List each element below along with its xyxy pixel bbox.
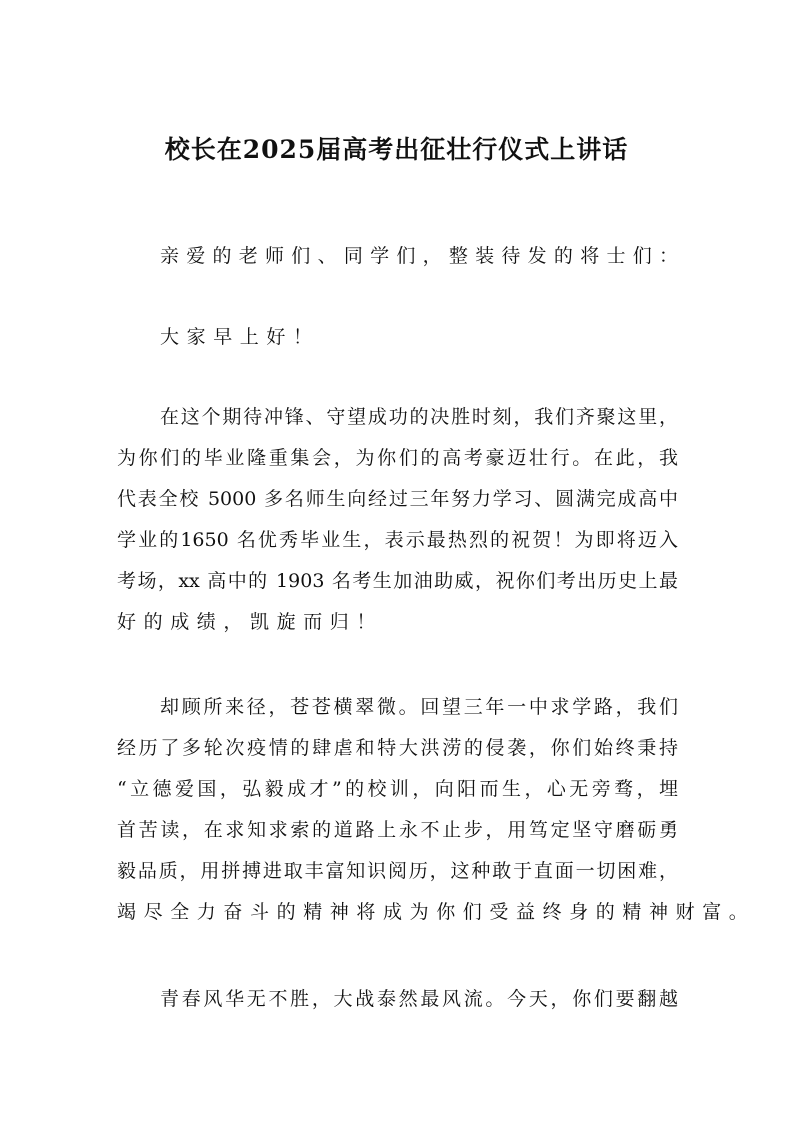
body-paragraph-2 bbox=[117, 687, 756, 933]
text-line: 竭尽全力奋斗的精神将成为你们受益终身的精神财富。 bbox=[117, 901, 756, 923]
document-title: 校长在2025届高考出征壮行仪式上讲话 bbox=[164, 135, 629, 164]
text-line: 在这个期待冲锋、守望成功的决胜时刻，我们齐聚这里， bbox=[160, 406, 678, 428]
salutation-paragraph bbox=[117, 236, 678, 277]
text-line: 代表全校 5000 多名师生向经过三年努力学习、圆满完成高中 bbox=[117, 488, 678, 510]
greeting-paragraph bbox=[117, 317, 678, 358]
text-line: 青春风华无不胜，大战泰然最风流。今天，你们要翻越 bbox=[160, 988, 678, 1010]
body-paragraph-1 bbox=[117, 397, 678, 643]
text-line: 亲爱的老师们、同学们，整装待发的将士们： bbox=[160, 245, 678, 267]
text-line: “立德爱国，弘毅成才”的校训，向阳而生，心无旁骛，埋 bbox=[117, 778, 678, 800]
text-line: 首苦读，在求知求索的道路上永不止步，用笃定坚守磨砺勇 bbox=[117, 819, 678, 841]
text-line: 毅品质，用拼搏进取丰富知识阅历，这种敢于直面一切困难， bbox=[117, 860, 678, 882]
text-line: 好的成绩，凯旋而归！ bbox=[117, 611, 384, 633]
text-line: 却顾所来径，苍苍横翠微。回望三年一中求学路，我们 bbox=[160, 696, 678, 718]
text-line: 考场，xx 高中的 1903 名考生加油助威，祝你们考出历史上最 bbox=[117, 570, 678, 592]
text-line: 为你们的毕业隆重集会，为你们的高考豪迈壮行。在此，我 bbox=[117, 447, 678, 469]
text-line: 学业的1650 名优秀毕业生，表示最热烈的祝贺！为即将迈入 bbox=[117, 529, 678, 551]
text-line: 经历了多轮次疫情的肆虐和特大洪涝的侵袭，你们始终秉持 bbox=[117, 737, 678, 759]
body-paragraph-3 bbox=[117, 979, 678, 1020]
text-line: 大家早上好！ bbox=[160, 326, 320, 348]
